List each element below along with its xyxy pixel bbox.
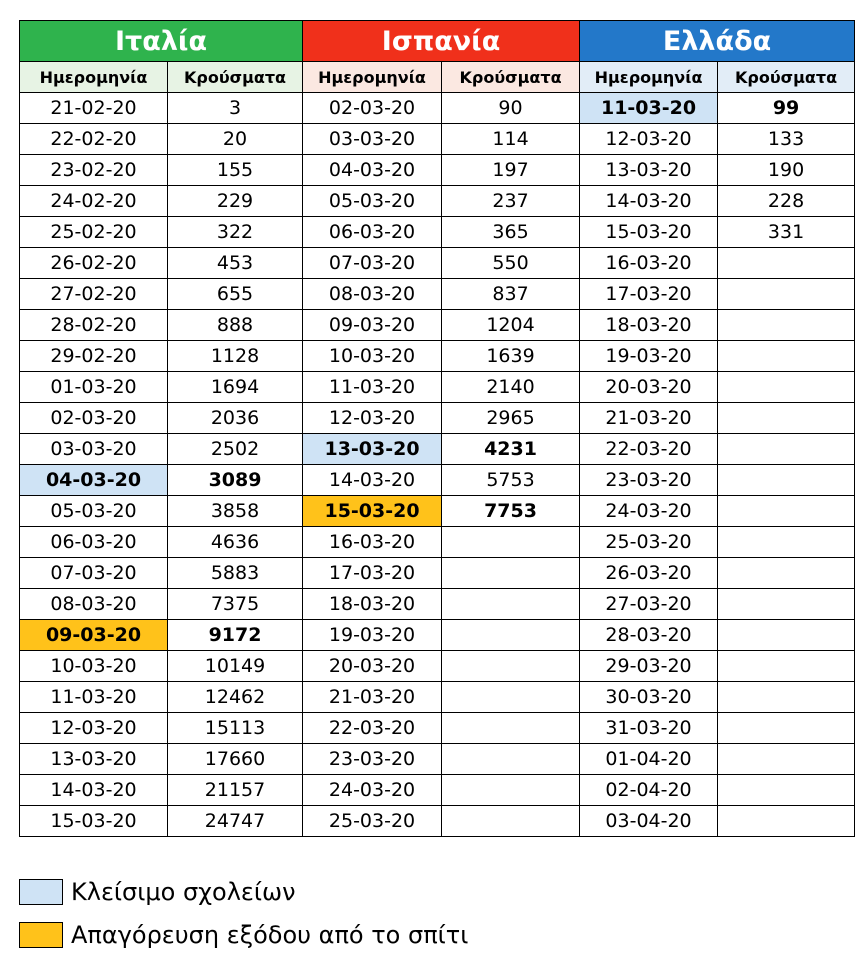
greece-cases-cell — [718, 744, 855, 775]
greece-cases-cell: 228 — [718, 186, 855, 217]
italy-cases-cell: 655 — [168, 279, 303, 310]
spain-date-cell: 15-03-20 — [303, 496, 442, 527]
greece-cases-cell — [718, 496, 855, 527]
italy-date-cell: 23-02-20 — [20, 155, 168, 186]
greece-cases-cell — [718, 682, 855, 713]
spain-cases-cell: 365 — [442, 217, 580, 248]
greece-cases-cell: 331 — [718, 217, 855, 248]
spain-cases-cell: 5753 — [442, 465, 580, 496]
italy-date-cell: 08-03-20 — [20, 589, 168, 620]
spain-date-cell: 03-03-20 — [303, 124, 442, 155]
spain-cases-cell: 2140 — [442, 372, 580, 403]
italy-date-cell: 28-02-20 — [20, 310, 168, 341]
spain-cases-cell — [442, 682, 580, 713]
spain-date-cell: 02-03-20 — [303, 93, 442, 124]
greece-cases-cell — [718, 527, 855, 558]
greece-cases-cell — [718, 310, 855, 341]
spain-date-cell: 23-03-20 — [303, 744, 442, 775]
greece-cases-cell — [718, 775, 855, 806]
spain-date-cell: 08-03-20 — [303, 279, 442, 310]
spain-cases-cell: 90 — [442, 93, 580, 124]
spain-cases-cell — [442, 775, 580, 806]
table-row — [20, 558, 855, 589]
table-row — [20, 744, 855, 775]
table-row — [20, 682, 855, 713]
country-italy: Ιταλία — [20, 21, 303, 62]
spain-date-cell: 12-03-20 — [303, 403, 442, 434]
greece-cases-cell — [718, 806, 855, 837]
spain-cases-cell: 4231 — [442, 434, 580, 465]
italy-date-cell: 02-03-20 — [20, 403, 168, 434]
greece-date-cell: 24-03-20 — [580, 496, 718, 527]
italy-cases-cell: 1128 — [168, 341, 303, 372]
italy-date-cell: 11-03-20 — [20, 682, 168, 713]
col-header-date: Ημερομηνία — [20, 62, 168, 93]
greece-cases-cell — [718, 558, 855, 589]
greece-date-cell: 25-03-20 — [580, 527, 718, 558]
italy-date-cell: 03-03-20 — [20, 434, 168, 465]
italy-date-cell: 07-03-20 — [20, 558, 168, 589]
table-row — [20, 124, 855, 155]
italy-date-cell: 22-02-20 — [20, 124, 168, 155]
greece-date-cell: 28-03-20 — [580, 620, 718, 651]
country-spain: Ισπανία — [303, 21, 580, 62]
table-row — [20, 372, 855, 403]
italy-cases-cell: 155 — [168, 155, 303, 186]
italy-date-cell: 29-02-20 — [20, 341, 168, 372]
spain-cases-cell — [442, 589, 580, 620]
greece-cases-cell — [718, 589, 855, 620]
spain-cases-cell: 1639 — [442, 341, 580, 372]
spain-cases-cell: 237 — [442, 186, 580, 217]
greece-date-cell: 22-03-20 — [580, 434, 718, 465]
table-row — [20, 279, 855, 310]
table-row — [20, 403, 855, 434]
italy-cases-cell: 1694 — [168, 372, 303, 403]
italy-date-cell: 14-03-20 — [20, 775, 168, 806]
italy-cases-cell: 9172 — [168, 620, 303, 651]
spain-date-cell: 11-03-20 — [303, 372, 442, 403]
legend-school-closure — [19, 878, 296, 906]
spain-cases-cell: 114 — [442, 124, 580, 155]
spain-cases-cell — [442, 651, 580, 682]
country-header-row — [20, 21, 855, 62]
greece-cases-cell — [718, 279, 855, 310]
spain-date-cell: 21-03-20 — [303, 682, 442, 713]
spain-date-cell: 20-03-20 — [303, 651, 442, 682]
greece-cases-cell — [718, 713, 855, 744]
table-row — [20, 589, 855, 620]
table-row — [20, 93, 855, 124]
greece-date-cell: 03-04-20 — [580, 806, 718, 837]
table-row — [20, 155, 855, 186]
legend-label: Απαγόρευση εξόδου από το σπίτι — [71, 921, 469, 949]
spain-date-cell: 04-03-20 — [303, 155, 442, 186]
italy-date-cell: 05-03-20 — [20, 496, 168, 527]
greece-date-cell: 11-03-20 — [580, 93, 718, 124]
spain-cases-cell: 7753 — [442, 496, 580, 527]
greece-date-cell: 13-03-20 — [580, 155, 718, 186]
italy-date-cell: 06-03-20 — [20, 527, 168, 558]
greece-cases-cell: 133 — [718, 124, 855, 155]
spain-date-cell: 25-03-20 — [303, 806, 442, 837]
column-header-row — [20, 62, 855, 93]
italy-cases-cell: 453 — [168, 248, 303, 279]
italy-date-cell: 04-03-20 — [20, 465, 168, 496]
greece-date-cell: 31-03-20 — [580, 713, 718, 744]
italy-date-cell: 10-03-20 — [20, 651, 168, 682]
col-header-cases: Κρούσματα — [442, 62, 580, 93]
legend-swatch-orange — [19, 922, 63, 948]
greece-date-cell: 23-03-20 — [580, 465, 718, 496]
spain-cases-cell: 197 — [442, 155, 580, 186]
italy-cases-cell: 5883 — [168, 558, 303, 589]
table-row — [20, 527, 855, 558]
spain-date-cell: 06-03-20 — [303, 217, 442, 248]
table-row — [20, 465, 855, 496]
greece-date-cell: 12-03-20 — [580, 124, 718, 155]
spain-date-cell: 07-03-20 — [303, 248, 442, 279]
italy-cases-cell: 229 — [168, 186, 303, 217]
greece-cases-cell — [718, 434, 855, 465]
italy-date-cell: 25-02-20 — [20, 217, 168, 248]
greece-cases-cell: 190 — [718, 155, 855, 186]
italy-cases-cell: 17660 — [168, 744, 303, 775]
table-row — [20, 806, 855, 837]
table-row — [20, 496, 855, 527]
italy-cases-cell: 4636 — [168, 527, 303, 558]
italy-cases-cell: 3 — [168, 93, 303, 124]
table-row — [20, 713, 855, 744]
italy-cases-cell: 24747 — [168, 806, 303, 837]
table-row — [20, 310, 855, 341]
spain-date-cell: 09-03-20 — [303, 310, 442, 341]
col-header-cases: Κρούσματα — [168, 62, 303, 93]
italy-cases-cell: 20 — [168, 124, 303, 155]
greece-cases-cell — [718, 620, 855, 651]
italy-date-cell: 09-03-20 — [20, 620, 168, 651]
col-header-date: Ημερομηνία — [303, 62, 442, 93]
greece-date-cell: 27-03-20 — [580, 589, 718, 620]
spain-date-cell: 13-03-20 — [303, 434, 442, 465]
spain-cases-cell: 550 — [442, 248, 580, 279]
spain-date-cell: 22-03-20 — [303, 713, 442, 744]
spain-cases-cell — [442, 713, 580, 744]
italy-cases-cell: 12462 — [168, 682, 303, 713]
greece-date-cell: 15-03-20 — [580, 217, 718, 248]
greece-cases-cell — [718, 341, 855, 372]
italy-cases-cell: 322 — [168, 217, 303, 248]
table-row — [20, 341, 855, 372]
legend-swatch-blue — [19, 879, 63, 905]
table-row — [20, 434, 855, 465]
greece-date-cell: 17-03-20 — [580, 279, 718, 310]
italy-date-cell: 24-02-20 — [20, 186, 168, 217]
greece-cases-cell: 99 — [718, 93, 855, 124]
table-row — [20, 217, 855, 248]
spain-cases-cell — [442, 620, 580, 651]
greece-date-cell: 14-03-20 — [580, 186, 718, 217]
greece-date-cell: 26-03-20 — [580, 558, 718, 589]
spain-cases-cell: 837 — [442, 279, 580, 310]
greece-date-cell: 19-03-20 — [580, 341, 718, 372]
spain-date-cell: 19-03-20 — [303, 620, 442, 651]
greece-cases-cell — [718, 403, 855, 434]
italy-date-cell: 26-02-20 — [20, 248, 168, 279]
italy-cases-cell: 2502 — [168, 434, 303, 465]
greece-date-cell: 18-03-20 — [580, 310, 718, 341]
italy-date-cell: 21-02-20 — [20, 93, 168, 124]
greece-cases-cell — [718, 651, 855, 682]
italy-date-cell: 01-03-20 — [20, 372, 168, 403]
legend-label: Κλείσιμο σχολείων — [71, 878, 296, 906]
italy-date-cell: 15-03-20 — [20, 806, 168, 837]
spain-date-cell: 18-03-20 — [303, 589, 442, 620]
italy-cases-cell: 2036 — [168, 403, 303, 434]
greece-date-cell: 02-04-20 — [580, 775, 718, 806]
spain-date-cell: 10-03-20 — [303, 341, 442, 372]
spain-date-cell: 16-03-20 — [303, 527, 442, 558]
greece-date-cell: 21-03-20 — [580, 403, 718, 434]
spain-cases-cell — [442, 527, 580, 558]
legend-stay-home — [19, 921, 468, 949]
table-row — [20, 620, 855, 651]
italy-cases-cell: 7375 — [168, 589, 303, 620]
greece-date-cell: 30-03-20 — [580, 682, 718, 713]
table-row — [20, 186, 855, 217]
greece-cases-cell — [718, 372, 855, 403]
italy-cases-cell: 21157 — [168, 775, 303, 806]
greece-date-cell: 16-03-20 — [580, 248, 718, 279]
country-greece: Ελλάδα — [580, 21, 855, 62]
greece-date-cell: 29-03-20 — [580, 651, 718, 682]
italy-cases-cell: 3089 — [168, 465, 303, 496]
italy-cases-cell: 888 — [168, 310, 303, 341]
spain-cases-cell — [442, 806, 580, 837]
col-header-date: Ημερομηνία — [580, 62, 718, 93]
cases-table — [19, 20, 855, 837]
table-row — [20, 775, 855, 806]
italy-date-cell: 12-03-20 — [20, 713, 168, 744]
spain-cases-cell — [442, 558, 580, 589]
italy-date-cell: 27-02-20 — [20, 279, 168, 310]
italy-date-cell: 13-03-20 — [20, 744, 168, 775]
italy-cases-cell: 15113 — [168, 713, 303, 744]
spain-cases-cell: 2965 — [442, 403, 580, 434]
spain-cases-cell — [442, 744, 580, 775]
col-header-cases: Κρούσματα — [718, 62, 855, 93]
spain-cases-cell: 1204 — [442, 310, 580, 341]
table-row — [20, 651, 855, 682]
greece-date-cell: 20-03-20 — [580, 372, 718, 403]
greece-date-cell: 01-04-20 — [580, 744, 718, 775]
spain-date-cell: 17-03-20 — [303, 558, 442, 589]
table-row — [20, 248, 855, 279]
italy-cases-cell: 10149 — [168, 651, 303, 682]
greece-cases-cell — [718, 248, 855, 279]
italy-cases-cell: 3858 — [168, 496, 303, 527]
greece-cases-cell — [718, 465, 855, 496]
spain-date-cell: 14-03-20 — [303, 465, 442, 496]
spain-date-cell: 05-03-20 — [303, 186, 442, 217]
spain-date-cell: 24-03-20 — [303, 775, 442, 806]
